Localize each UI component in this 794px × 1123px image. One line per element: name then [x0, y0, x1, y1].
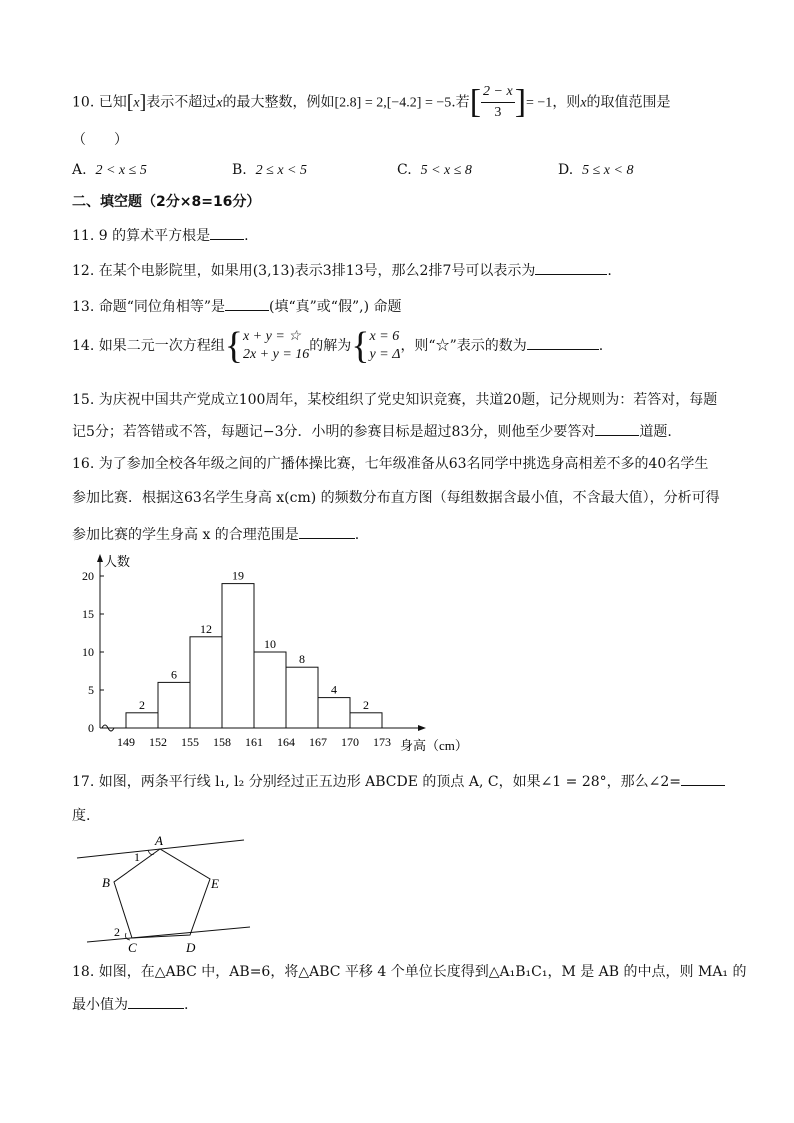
- y-tick-label: 20: [82, 569, 94, 583]
- y-tick-label: 0: [88, 721, 94, 735]
- histogram-bar: [126, 713, 158, 728]
- bar-value-label: 4: [331, 682, 337, 697]
- x-tick-label: 149: [117, 735, 135, 749]
- y-axis-label: 人数: [104, 554, 131, 569]
- q13: 13. 命题“同位角相等”是 (填“真”或“假”,) 命题: [72, 296, 401, 317]
- q16-line3: 参加比赛的学生身高 x 的合理范围是 .: [72, 524, 359, 545]
- x-tick-label: 170: [341, 735, 359, 749]
- q11: 11. 9 的算术平方根是 .: [72, 225, 249, 246]
- y-tick-label: 5: [88, 683, 94, 697]
- q10-example: [2.8] = 2,[−4.2] = −5: [334, 95, 452, 111]
- pentagon: [114, 849, 210, 938]
- histogram-bar: [350, 713, 382, 728]
- q18-line1: 18. 如图，在△ABC 中，AB=6，将△ABC 平移 4 个单位长度得到△A₁B₁C₁，M 是 AB 的中点，则 MA₁ 的: [72, 964, 747, 980]
- q14: 14. 如果二元一次方程组{ x + y = ☆ 2x + y = 16 的解为{ x = 6 y = Δ ，则“☆”表示的数为 .: [72, 325, 604, 367]
- section-heading: 二、填空题（2分×8=16分）: [72, 194, 261, 210]
- angle-2-arc: [126, 933, 131, 940]
- q14-solution: x = 6 y = Δ: [369, 329, 401, 362]
- bar-value-label: 6: [171, 667, 177, 682]
- x-tick-label: 161: [245, 735, 263, 749]
- x-tick-label: 173: [373, 735, 391, 749]
- q16-line2: 参加比赛．根据这63名学生身高 x(cm) 的频数分布直方图（每组数据含最小值，不含最大值），分析可得: [72, 490, 720, 506]
- vertex-b-label: B: [102, 875, 110, 890]
- histogram-bar: [318, 698, 350, 728]
- bar-value-label: 12: [200, 621, 212, 636]
- q10-option-a[interactable]: A. 2 < x ≤ 5: [72, 162, 147, 178]
- x-axis-label: 身高（cm）: [400, 738, 468, 753]
- x-tick-label: 155: [181, 735, 199, 749]
- angle-1-label: 1: [134, 850, 140, 864]
- q17-line2: 度.: [72, 808, 91, 824]
- q12: 12. 在某个电影院里，如果用(3,13)表示3排13号，那么2排7号可以表示为 .: [72, 260, 612, 281]
- x-tick-label: 152: [149, 735, 167, 749]
- q14-equations: x + y = ☆ 2x + y = 16: [242, 329, 310, 362]
- x-axis-arrow: [418, 725, 426, 731]
- parallel-line-l2: [87, 927, 250, 942]
- q10-fraction: $\frac{2 - x}{3}$: [483, 84, 513, 120]
- q10-paren: （ ）: [72, 132, 128, 148]
- q16-line1: 16. 为了参加全校各年级之间的广播体操比赛，七年级准备从63名同学中挑选身高相差不多的40名学生: [72, 456, 709, 472]
- q17-line1: 17. 如图，两条平行线 l₁, l₂ 分别经过正五边形 ABCDE 的顶点 A, C，如果∠1 = 28°，那么∠2=: [72, 771, 725, 792]
- histogram-bar: [158, 682, 190, 728]
- y-tick-label: 15: [82, 607, 94, 621]
- histogram-chart: [60, 552, 490, 757]
- q15-line1: 15. 为庆祝中国共产党成立100周年，某校组织了党史知识竞赛，共道20题，记分规则为：若答对，每题: [72, 392, 718, 408]
- vertex-a-label: A: [155, 833, 163, 848]
- histogram-bar: [222, 584, 254, 728]
- histogram-bar: [254, 652, 286, 728]
- vertex-e-label: E: [211, 876, 219, 891]
- q18-line2: 最小值为 .: [72, 994, 188, 1015]
- bar-value-label: 2: [139, 697, 145, 712]
- q10-option-c[interactable]: C. 5 < x ≤ 8: [397, 162, 472, 178]
- x-tick-label: 167: [309, 735, 327, 749]
- histogram-bar: [190, 637, 222, 728]
- bar-value-label: 2: [363, 697, 369, 712]
- pentagon-figure: [72, 830, 252, 955]
- histogram-bar: [286, 667, 318, 728]
- bar-value-label: 8: [299, 652, 305, 667]
- q10-option-b[interactable]: B. 2 ≤ x < 5: [232, 162, 308, 178]
- bar-value-label: 19: [232, 568, 244, 583]
- vertex-d-label: D: [186, 940, 196, 955]
- x-tick-label: 158: [213, 735, 231, 749]
- y-axis-arrow: [97, 554, 103, 562]
- q15-line2: 记5分；若答错或不答，每题记−3分．小明的参赛目标是超过83分，则他至少要答对 道题.: [72, 421, 672, 442]
- bar-value-label: 10: [264, 637, 276, 651]
- q10-option-d[interactable]: D. 5 ≤ x < 8: [558, 162, 634, 178]
- y-tick-label: 10: [82, 645, 94, 659]
- angle-2-label: 2: [114, 925, 120, 939]
- vertex-c-label: C: [128, 940, 137, 955]
- x-tick-label: 164: [277, 735, 295, 749]
- q10-line: 10. 已知[x]表示不超过x的最大整数，例如[2.8] = 2,[−4.2] = −5.若[ $\frac{2 - x}{3}$ ]= −1，则x的取值范围是: [72, 82, 671, 123]
